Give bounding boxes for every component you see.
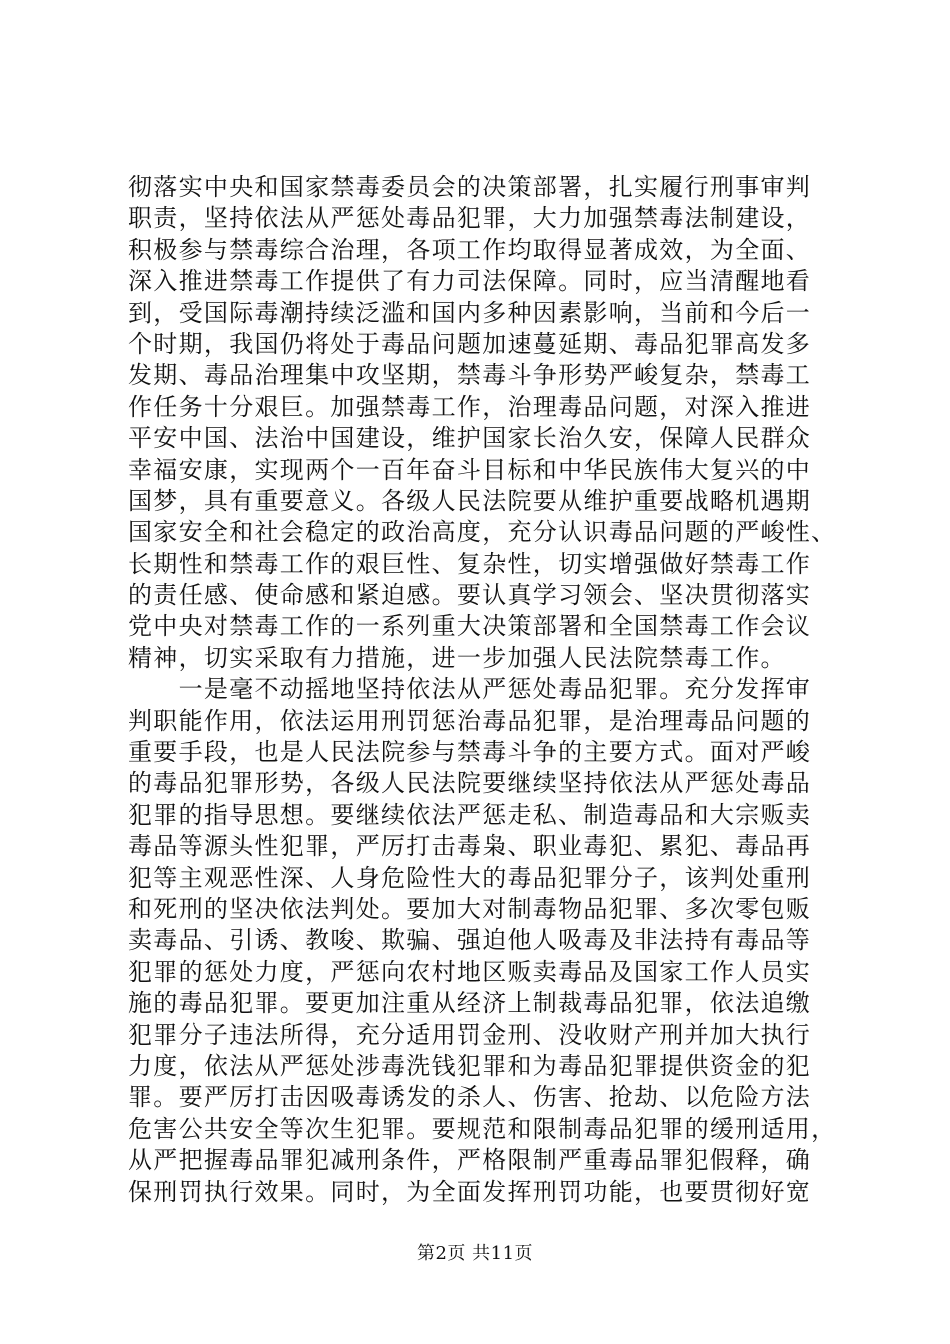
text-line: 力度，依法从严惩处涉毒洗钱犯罪和为毒品犯罪提供资金的犯 — [128, 1051, 812, 1080]
text-line: 国家安全和社会稳定的政治高度，充分认识毒品问题的严峻性、 — [128, 518, 837, 547]
page-number-footer: 第2页 共11页 — [416, 1243, 534, 1264]
text-line: 深入推进禁毒工作提供了有力司法保障。同时，应当清醒地看 — [128, 267, 812, 296]
text-line: 个时期，我国仍将处于毒品问题加速蔓延期、毒品犯罪高发多 — [128, 329, 812, 358]
text-line: 犯罪的惩处力度，严惩向农村地区贩卖毒品及国家工作人员实 — [128, 957, 812, 986]
body-text — [128, 172, 837, 1208]
text-line: 的毒品犯罪形势，各级人民法院要继续坚持依法从严惩处毒品 — [128, 769, 812, 798]
text-line: 判职能作用，依法运用刑罚惩治毒品犯罪，是治理毒品问题的 — [128, 706, 812, 735]
text-line: 罪。要严厉打击因吸毒诱发的杀人、伤害、抢劫、以危险方法 — [128, 1083, 812, 1112]
text-line: 到，受国际毒潮持续泛滥和国内多种因素影响，当前和今后一 — [128, 298, 812, 327]
text-line: 危害公共安全等次生犯罪。要规范和限制毒品犯罪的缓刑适用， — [128, 1114, 837, 1143]
text-line: 平安中国、法治中国建设，维护国家长治久安，保障人民群众 — [128, 424, 812, 453]
text-line: 积极参与禁毒综合治理，各项工作均取得显著成效，为全面、 — [128, 235, 812, 264]
text-line: 精神，切实采取有力措施，进一步加强人民法院禁毒工作。 — [128, 643, 786, 672]
text-line: 犯等主观恶性深、人身危险性大的毒品犯罪分子，该判处重刑 — [128, 863, 812, 892]
text-line: 从严把握毒品罪犯减刑条件，严格限制严重毒品罪犯假释，确 — [128, 1146, 812, 1175]
text-line: 发期、毒品治理集中攻坚期，禁毒斗争形势严峻复杂，禁毒工 — [128, 361, 812, 390]
text-line: 犯罪的指导思想。要继续依法严惩走私、制造毒品和大宗贩卖 — [128, 800, 812, 829]
text-line: 职责，坚持依法从严惩处毒品犯罪，大力加强禁毒法制建设， — [128, 204, 812, 233]
text-line: 犯罪分子违法所得，充分适用罚金刑、没收财产刑并加大执行 — [128, 1020, 812, 1049]
text-line: 重要手段，也是人民法院参与禁毒斗争的主要方式。面对严峻 — [128, 738, 812, 767]
text-line: 作任务十分艰巨。加强禁毒工作，治理毒品问题，对深入推进 — [128, 392, 812, 421]
text-line: 长期性和禁毒工作的艰巨性、复杂性，切实增强做好禁毒工作 — [128, 549, 812, 578]
text-line: 和死刑的坚决依法判处。要加大对制毒物品犯罪、多次零包贩 — [128, 894, 812, 923]
text-line: 毒品等源头性犯罪，严厉打击毒枭、职业毒犯、累犯、毒品再 — [128, 832, 812, 861]
text-line: 党中央对禁毒工作的一系列重大决策部署和全国禁毒工作会议 — [128, 612, 812, 641]
text-line: 彻落实中央和国家禁毒委员会的决策部署，扎实履行刑事审判 — [128, 173, 812, 201]
text-line: 卖毒品、引诱、教唆、欺骗、强迫他人吸毒及非法持有毒品等 — [128, 926, 812, 955]
text-line: 保刑罚执行效果。同时，为全面发挥刑罚功能，也要贯彻好宽 — [128, 1177, 812, 1206]
text-line: 施的毒品犯罪。要更加注重从经济上制裁毒品犯罪，依法追缴 — [128, 989, 812, 1018]
text-line: 幸福安康，实现两个一百年奋斗目标和中华民族伟大复兴的中 — [128, 455, 812, 484]
text-line: 的责任感、使命感和紧迫感。要认真学习领会、坚决贯彻落实 — [128, 581, 812, 610]
paragraph-start-line: 一是毫不动摇地坚持依法从严惩处毒品犯罪。充分发挥审 — [128, 675, 812, 704]
text-line: 国梦，具有重要意义。各级人民法院要从维护重要战略机遇期 — [128, 486, 812, 515]
